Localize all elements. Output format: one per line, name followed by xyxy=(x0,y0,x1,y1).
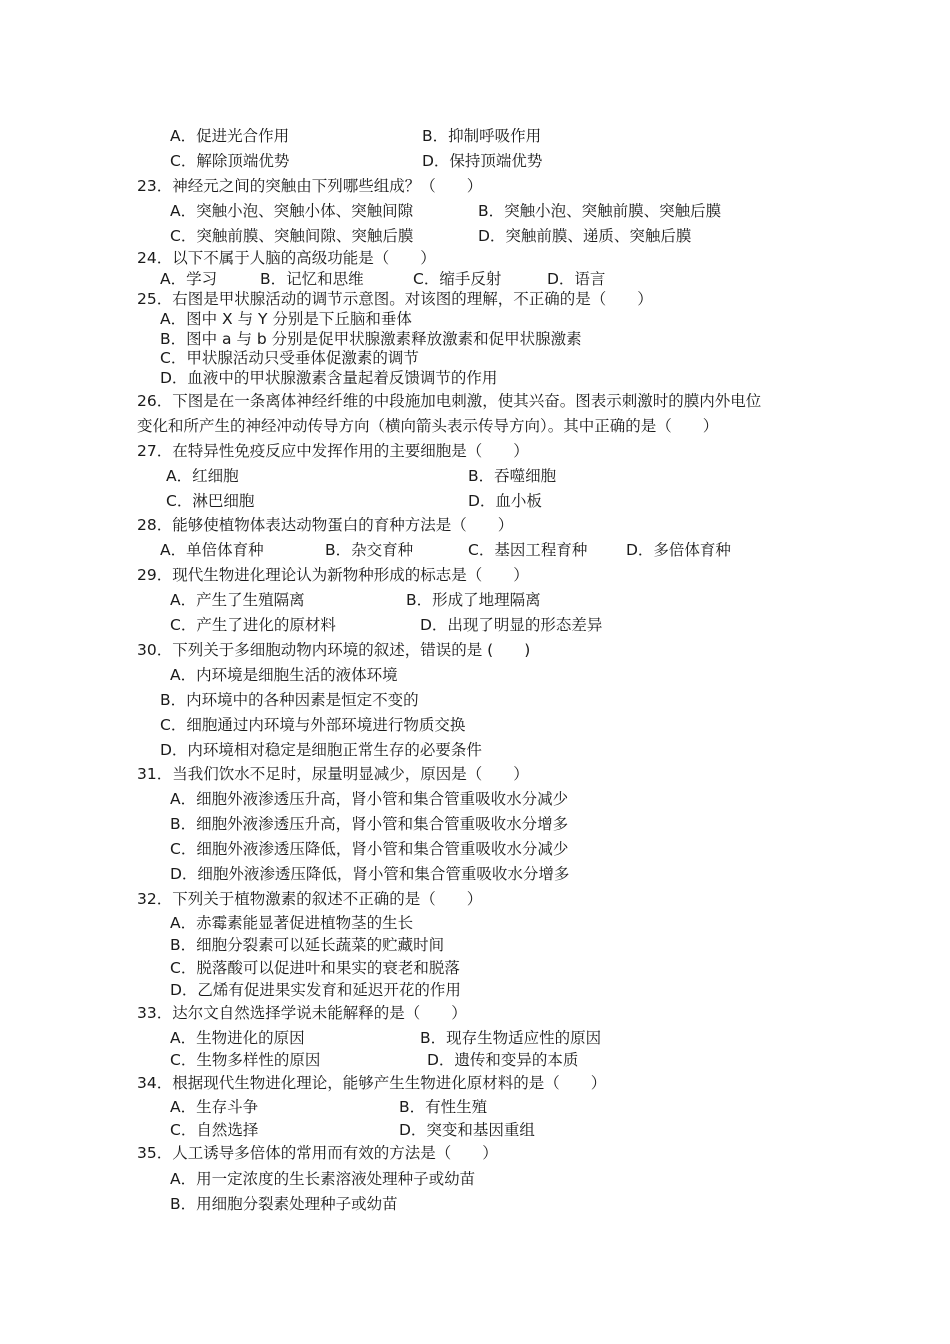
q24-option-a[interactable]: A．学习 xyxy=(160,270,218,288)
q34-option-d[interactable]: D．突变和基因重组 xyxy=(399,1121,535,1139)
q35-option-a[interactable]: A．用一定浓度的生长素溶液处理种子或幼苗 xyxy=(170,1170,476,1188)
q25-option-d[interactable]: D．血液中的甲状腺激素含量起着反馈调节的作用 xyxy=(160,369,498,387)
q23-option-c[interactable]: C．突触前膜、突触间隙、突触后膜 xyxy=(170,227,414,245)
q34-option-c[interactable]: C．自然选择 xyxy=(170,1121,259,1139)
q34-option-a[interactable]: A．生存斗争 xyxy=(170,1098,259,1116)
q31-option-a[interactable]: A．细胞外液渗透压升高，肾小管和集合管重吸收水分减少 xyxy=(170,790,569,808)
q28-option-d[interactable]: D．多倍体育种 xyxy=(626,541,731,559)
question-stem: 27．在特异性免疫反应中发挥作用的主要细胞是（ ） xyxy=(137,442,529,460)
q25-option-a[interactable]: A．图中 X 与 Y 分别是下丘脑和垂体 xyxy=(160,310,412,328)
q23-option-a[interactable]: A．突触小泡、突触小体、突触间隙 xyxy=(170,202,414,220)
question-stem: 变化和所产生的神经冲动传导方向（横向箭头表示传导方向）。其中正确的是（ ） xyxy=(137,417,719,435)
q33-option-a[interactable]: A．生物进化的原因 xyxy=(170,1029,305,1047)
q32-option-b[interactable]: B．细胞分裂素可以延长蔬菜的贮藏时间 xyxy=(170,936,445,954)
question-stem: 34．根据现代生物进化理论，能够产生生物进化原材料的是（ ） xyxy=(137,1074,607,1092)
q29-option-a[interactable]: A．产生了生殖隔离 xyxy=(170,591,305,609)
q22-option-b[interactable]: B．抑制呼吸作用 xyxy=(422,127,542,145)
q32-option-d[interactable]: D．乙烯有促进果实发育和延迟开花的作用 xyxy=(170,981,461,999)
q27-option-c[interactable]: C．淋巴细胞 xyxy=(166,492,255,510)
question-stem: 25．右图是甲状腺活动的调节示意图。对该图的理解，不正确的是（ ） xyxy=(137,290,653,308)
q35-option-b[interactable]: B．用细胞分裂素处理种子或幼苗 xyxy=(170,1195,398,1213)
q31-option-c[interactable]: C．细胞外液渗透压降低，肾小管和集合管重吸收水分减少 xyxy=(170,840,569,858)
q22-option-a[interactable]: A．促进光合作用 xyxy=(170,127,290,145)
q33-option-b[interactable]: B．现存生物适应性的原因 xyxy=(420,1029,602,1047)
q28-option-a[interactable]: A．单倍体育种 xyxy=(160,541,264,559)
q33-option-d[interactable]: D．遗传和变异的本质 xyxy=(427,1051,579,1069)
q22-option-c[interactable]: C．解除顶端优势 xyxy=(170,152,290,170)
q27-option-d[interactable]: D．血小板 xyxy=(468,492,542,510)
q33-option-c[interactable]: C．生物多样性的原因 xyxy=(170,1051,321,1069)
q25-option-b[interactable]: B．图中 a 与 b 分别是促甲状腺激素释放激素和促甲状腺激素 xyxy=(160,330,582,348)
q24-option-c[interactable]: C．缩手反射 xyxy=(413,270,502,288)
q24-option-b[interactable]: B．记忆和思维 xyxy=(260,270,364,288)
q29-option-c[interactable]: C．产生了进化的原材料 xyxy=(170,616,336,634)
q32-option-a[interactable]: A．赤霉素能显著促进植物茎的生长 xyxy=(170,914,414,932)
q27-option-b[interactable]: B．吞噬细胞 xyxy=(468,467,557,485)
q29-option-d[interactable]: D．出现了明显的形态差异 xyxy=(420,616,603,634)
question-stem: 35．人工诱导多倍体的常用而有效的方法是（ ） xyxy=(137,1144,498,1162)
q27-option-a[interactable]: A．红细胞 xyxy=(166,467,239,485)
q28-option-c[interactable]: C．基因工程育种 xyxy=(468,541,588,559)
question-stem: 30．下列关于多细胞动物内环境的叙述，错误的是 ( ) xyxy=(137,641,531,659)
q25-option-c[interactable]: C．甲状腺活动只受垂体促激素的调节 xyxy=(160,349,419,367)
question-stem: 24．以下不属于人脑的高级功能是（ ） xyxy=(137,249,436,267)
question-stem: 33．达尔文自然选择学说未能解释的是（ ） xyxy=(137,1004,467,1022)
q23-option-d[interactable]: D．突触前膜、递质、突触后膜 xyxy=(478,227,692,245)
question-stem: 29．现代生物进化理论认为新物种形成的标志是（ ） xyxy=(137,566,529,584)
q30-option-a[interactable]: A．内环境是细胞生活的液体环境 xyxy=(170,666,398,684)
q22-option-d[interactable]: D．保持顶端优势 xyxy=(422,152,543,170)
q24-option-d[interactable]: D．语言 xyxy=(547,270,606,288)
question-stem: 31．当我们饮水不足时，尿量明显减少，原因是（ ） xyxy=(137,765,529,783)
question-stem: 28．能够使植物体表达动物蛋白的育种方法是（ ） xyxy=(137,516,514,534)
q30-option-c[interactable]: C．细胞通过内环境与外部环境进行物质交换 xyxy=(160,716,466,734)
question-stem: 23．神经元之间的突触由下列哪些组成？（ ） xyxy=(137,177,483,195)
question-stem: 26．下图是在一条离体神经纤维的中段施加电刺激，使其兴奋。图表示刺激时的膜内外电位 xyxy=(137,392,762,410)
q29-option-b[interactable]: B．形成了地理隔离 xyxy=(406,591,541,609)
q30-option-d[interactable]: D．内环境相对稳定是细胞正常生存的必要条件 xyxy=(160,741,482,759)
q32-option-c[interactable]: C．脱落酸可以促进叶和果实的衰老和脱落 xyxy=(170,959,460,977)
q23-option-b[interactable]: B．突触小泡、突触前膜、突触后膜 xyxy=(478,202,722,220)
q28-option-b[interactable]: B．杂交育种 xyxy=(325,541,414,559)
question-stem: 32．下列关于植物激素的叙述不正确的是（ ） xyxy=(137,890,483,908)
q31-option-b[interactable]: B．细胞外液渗透压升高，肾小管和集合管重吸收水分增多 xyxy=(170,815,569,833)
q34-option-b[interactable]: B．有性生殖 xyxy=(399,1098,488,1116)
q30-option-b[interactable]: B．内环境中的各种因素是恒定不变的 xyxy=(160,691,419,709)
q31-option-d[interactable]: D．细胞外液渗透压降低，肾小管和集合管重吸收水分增多 xyxy=(170,865,570,883)
